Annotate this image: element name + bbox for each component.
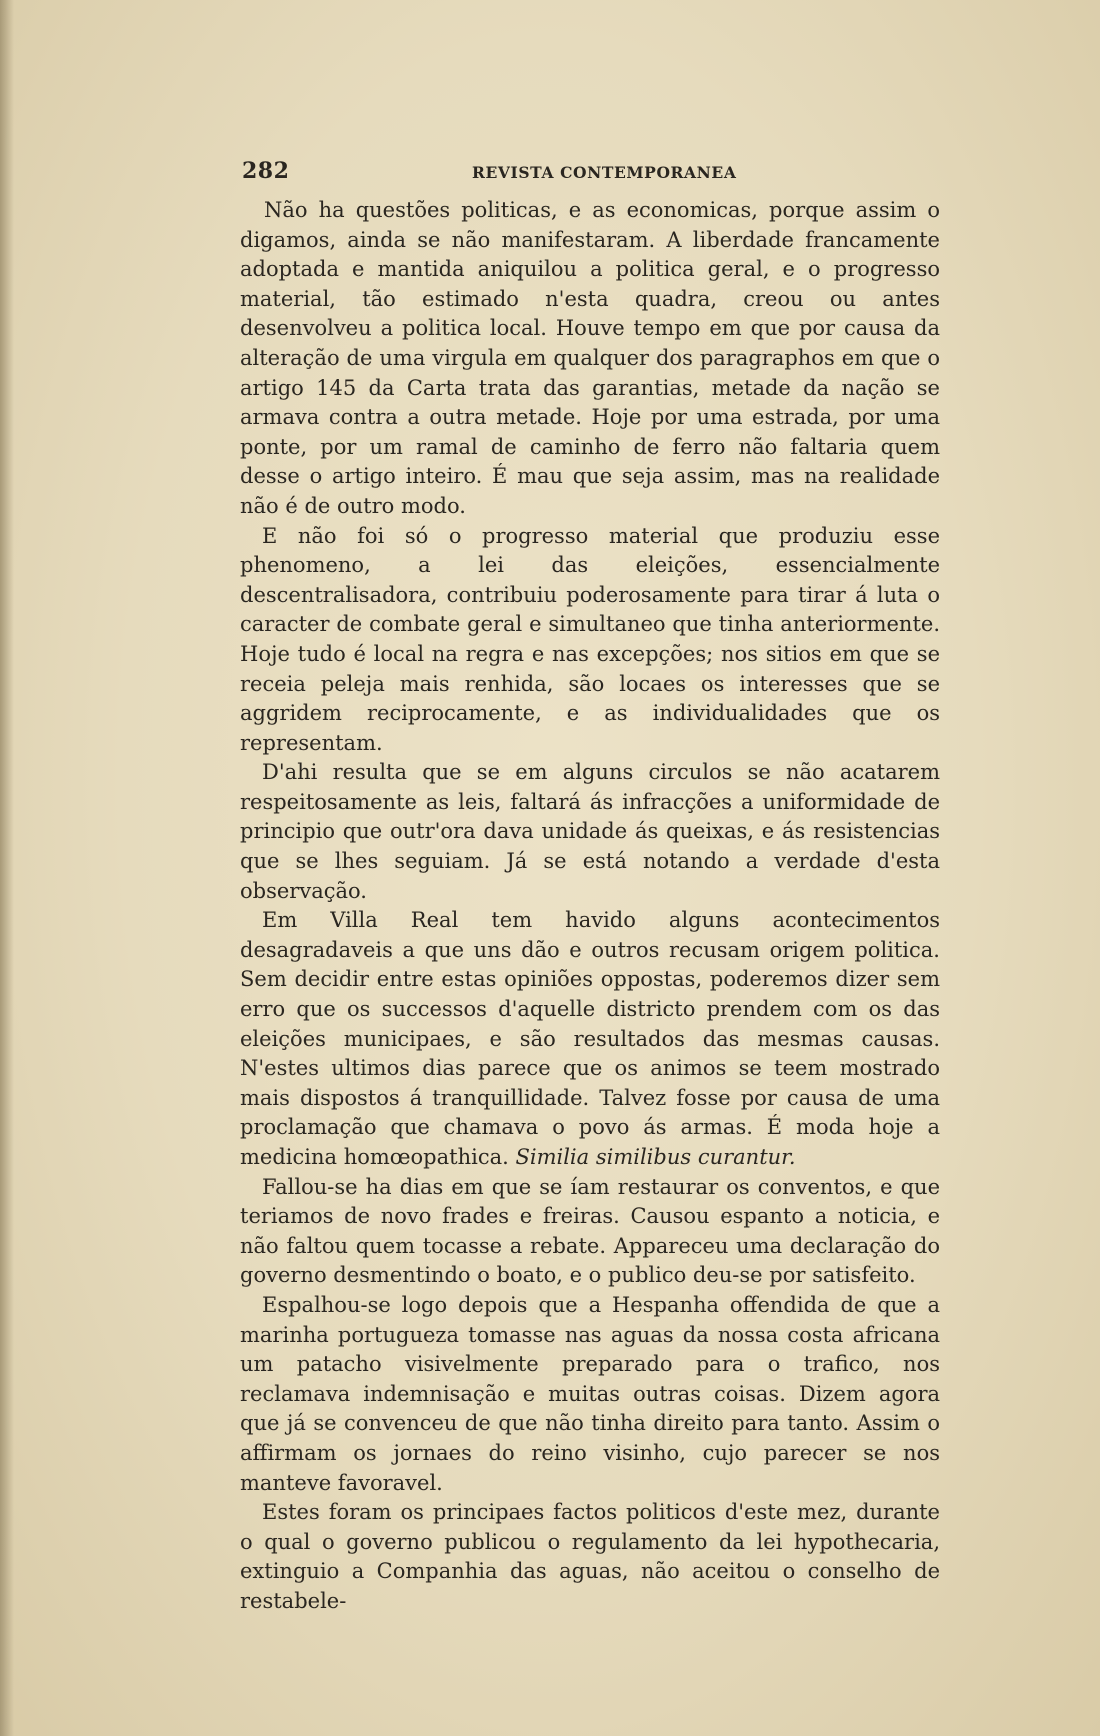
paragraph-5: Fallou-se ha dias em que se íam restaurar os conventos, e que teriamos de novo frades e freiras. Causou espanto a noticia, e não faltou quem tocasse a rebate. Appareceu uma declaração do governo desmentindo o boato, e o publico deu-se por satisfeito. [240,1174,940,1288]
paragraph-4 [240,906,940,1172]
paragraph-2: E não foi só o progresso material que produziu esse phenomeno, a lei das eleições, essencialmente descentralisadora, contribuiu poderosamente para tirar á luta o caracter de combate geral e simultaneo que tinha anteriormente. Hoje tudo é local na regra e nas excepções; nos sitios em que se receia peleja mais renhida, são locaes os interesses que se aggridem reciprocamente, e as individualidades que os representam. [240,523,940,755]
paragraph-3: D'ahi resulta que se em alguns circulos se não acatarem respeitosamente as leis, faltará ás infracções a uniformidade de principio que outr'ora dava unidade ás queixas, e ás resistencias que se lhes seguiam. Já se está notando a verdade d'esta observação. [240,760,940,903]
page-header [242,158,942,188]
page-number: 282 [242,158,290,184]
running-title: REVISTA CONTEMPORANEA [472,163,737,182]
paragraph-7: Estes foram os principaes factos politicos d'este mez, durante o qual o governo publicou o regulamento da lei hypothecaria, extinguio a Companhia das aguas, não aceitou o conselho de restabele- [240,1500,940,1613]
paragraph-1: Não ha questões politicas, e as economicas, porque assim o digamos, ainda se não manifestaram. A liberdade francamente adoptada e mantida aniquilou a politica geral, e o progresso material, tão estimado n'esta quadra, creou ou antes desenvolveu a politica local. Houve tempo em que por causa da alteração de uma virgula em qualquer dos paragraphos em que o artigo 145 da Carta trata das garantias, metade da nação se armava contra a outra metade. Hoje por uma estrada, por uma ponte, por um ramal de caminho de ferro não faltaria quem desse o artigo inteiro. É mau que seja assim, mas na realidade não é de outro modo. [240,198,940,518]
article-body [240,196,940,1617]
latin-phrase: Similia similibus curantur. [515,1145,796,1169]
paragraph-6: Espalhou-se logo depois que a Hespanha offendida de que a marinha portugueza tomasse nas aguas da nossa costa africana um patacho visivelmente preparado para o trafico, nos reclamava indemnisação e muitas outras coisas. Dizem agora que já se convenceu de que não tinha direito para tanto. Assim o affirmam os jornaes do reino visinho, cujo parecer se nos manteve favoravel. [240,1292,940,1495]
paragraph-4-text: Em Villa Real tem havido alguns acontecimentos desagradaveis a que uns dão e outros recusam origem politica. Sem decidir entre estas opiniões oppostas, poderemos dizer sem erro que os successos d'aquelle districto prendem com os das eleições municipaes, e são resultados das mesmas causas. N'estes ultimos dias parece que os animos se teem mostrado mais dispostos á tranquillidade. Talvez fosse por causa de uma proclamação que chamava o povo ás armas. É moda hoje a medicina homœopathica. [240,908,940,1169]
